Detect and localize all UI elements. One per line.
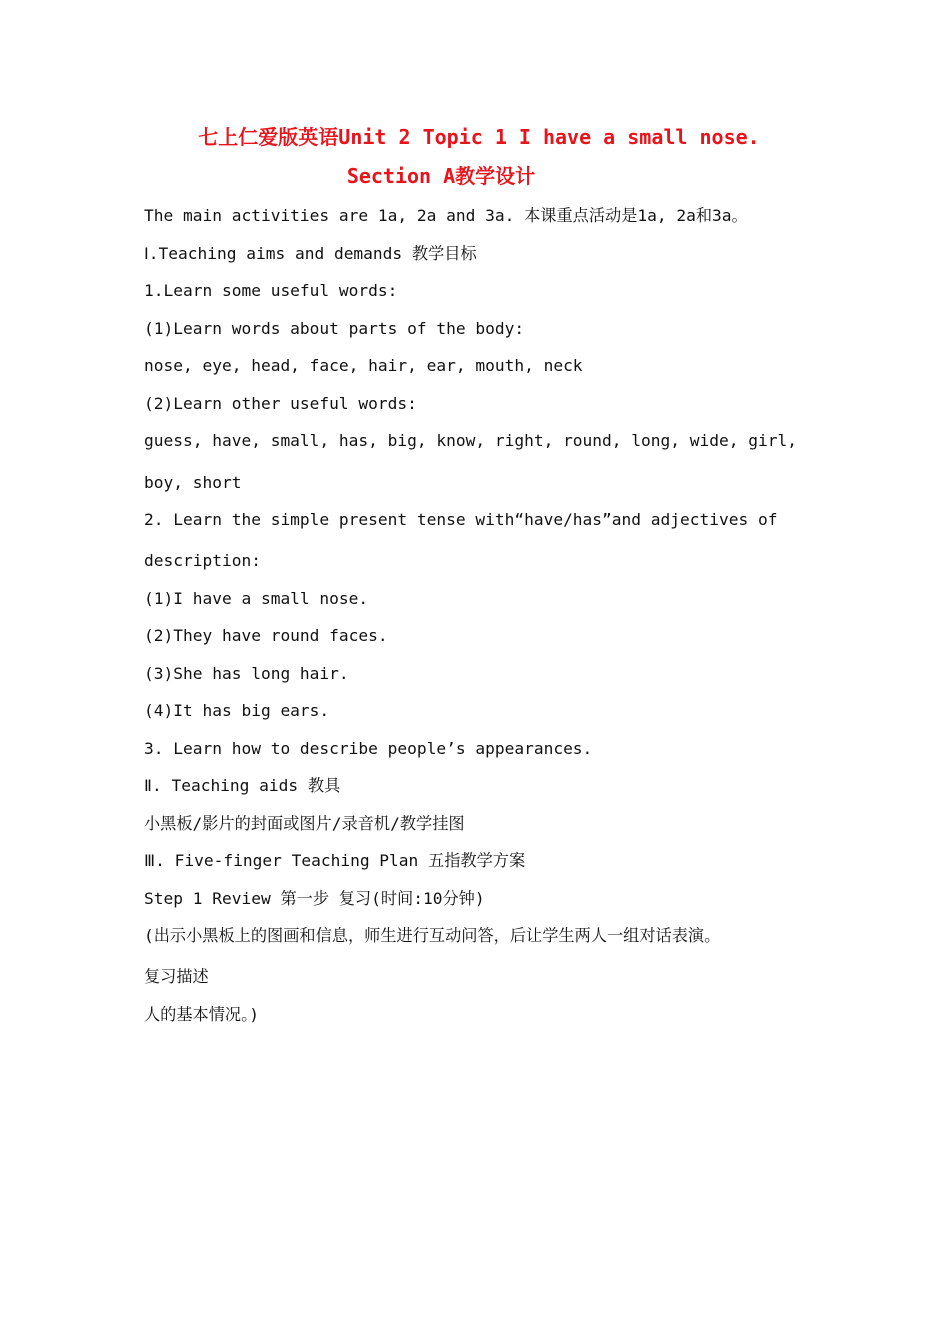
useful-words-list-cont: boy, short bbox=[144, 473, 242, 492]
aim-1-sub-1: (1)Learn words about parts of the body: bbox=[144, 319, 525, 338]
teaching-aids-list: 小黑板/影片的封面或图片/录音机/教学挂图 bbox=[144, 814, 465, 833]
example-sentence: (1)I have a small nose. bbox=[144, 589, 369, 608]
section-heading-aims: Ⅰ.Teaching aims and demands 教学目标 bbox=[144, 244, 477, 263]
example-sentence: (2)They have round faces. bbox=[144, 626, 388, 645]
example-sentence: (4)It has big ears. bbox=[144, 701, 330, 720]
aim-3-heading: 3. Learn how to describe people’s appearances. bbox=[144, 739, 593, 758]
aim-1-heading: 1.Learn some useful words: bbox=[144, 281, 398, 300]
step-1-description-cont: 复习描述 bbox=[144, 967, 209, 986]
body-words-list: nose, eye, head, face, hair, ear, mouth, neck bbox=[144, 356, 583, 375]
aim-2-heading: 2. Learn the simple present tense with“have/has”and adjectives of bbox=[144, 510, 778, 529]
example-sentence: (3)She has long hair. bbox=[144, 664, 349, 683]
aim-2-heading-cont: description: bbox=[144, 551, 261, 570]
document-subtitle: Section A教学设计 bbox=[346, 164, 536, 188]
section-heading-aids: Ⅱ. Teaching aids 教具 bbox=[144, 776, 341, 795]
useful-words-list: guess, have, small, has, big, know, right, round, long, wide, girl, bbox=[144, 431, 797, 450]
section-heading-plan: Ⅲ. Five-finger Teaching Plan 五指教学方案 bbox=[144, 851, 526, 870]
document-title: 七上仁爱版英语Unit 2 Topic 1 I have a small nose. bbox=[198, 125, 760, 149]
step-1-description: (出示小黑板上的图画和信息，师生进行互动问答，后让学生两人一组对话表演。 bbox=[144, 926, 721, 945]
aim-1-sub-2: (2)Learn other useful words: bbox=[144, 394, 417, 413]
intro-line: The main activities are 1a, 2a and 3a. 本课重点活动是1a, 2a和3a。 bbox=[144, 206, 748, 225]
step-1-description-end: 人的基本情况。) bbox=[144, 1005, 259, 1024]
step-1-heading: Step 1 Review 第一步 复习(时间:10分钟) bbox=[144, 889, 485, 908]
